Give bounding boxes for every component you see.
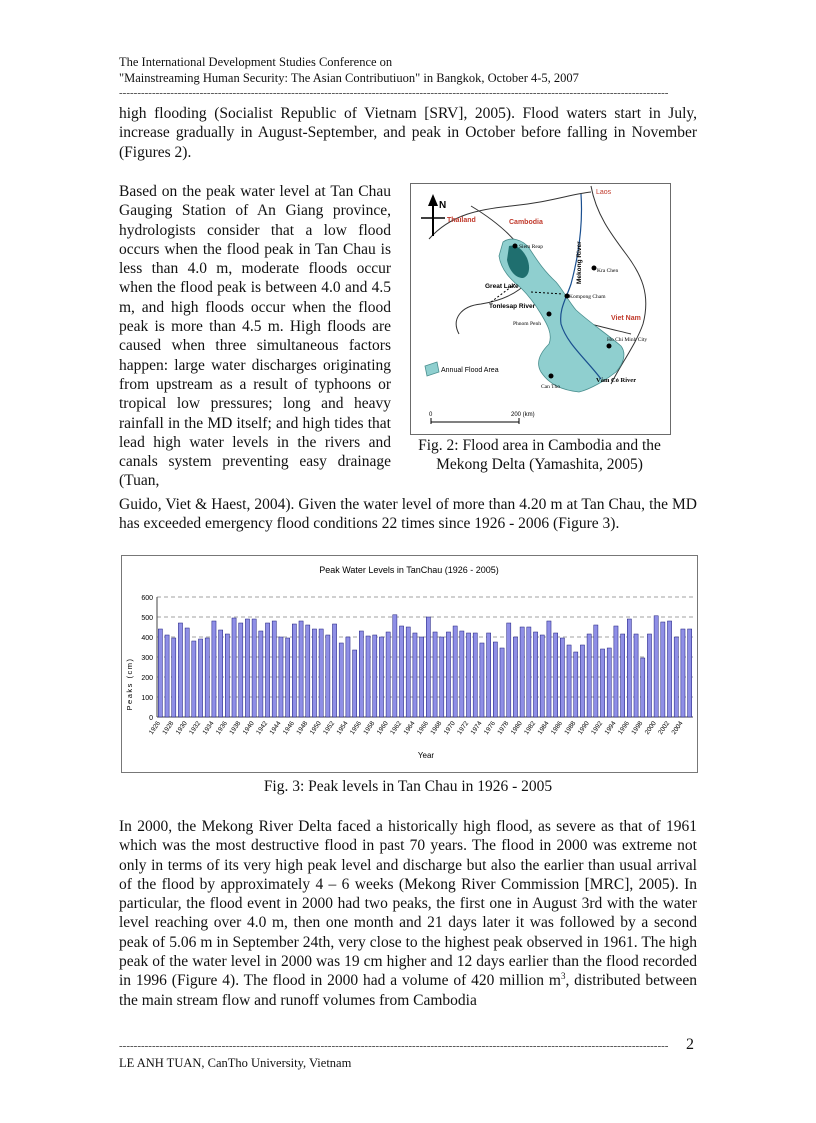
bar-2005 (688, 629, 692, 717)
paragraph-3 (119, 817, 697, 1010)
map-label-thailand: Thailand (447, 217, 476, 224)
bar-1933 (205, 638, 209, 717)
bar-1957 (366, 636, 370, 717)
bar-1981 (527, 627, 531, 717)
bar-1992 (600, 649, 604, 717)
x-tick-label: 1962 (389, 720, 404, 736)
bar-1977 (500, 648, 504, 717)
x-tick-label: 1980 (509, 720, 524, 736)
x-tick-label: 1942 (255, 720, 270, 736)
map-label-cambodia: Cambodia (509, 219, 543, 226)
bar-1973 (473, 633, 477, 717)
x-tick-label: 1932 (188, 720, 203, 736)
bar-1993 (607, 648, 611, 717)
map-label-scale-200: 200 (km) (511, 412, 535, 418)
bar-1945 (286, 638, 290, 717)
bar-1949 (312, 629, 316, 717)
chart-y-label: Peaks (cm) (125, 657, 134, 711)
bar-1938 (239, 623, 243, 717)
bar-1999 (647, 634, 651, 717)
x-tick-label: 1968 (429, 720, 444, 736)
map-label-hcmc: Ho Chi Minh City (607, 337, 648, 343)
map-label-siem-reap: Siem Reap (519, 244, 543, 250)
bar-1988 (574, 652, 578, 717)
bar-1950 (319, 629, 323, 717)
bar-1958 (373, 635, 377, 717)
x-tick-label: 1998 (630, 720, 645, 736)
map-label-scale-0: 0 (429, 412, 433, 418)
city-dot (607, 344, 612, 349)
header-rule: ------------------------------------------------------------------------------------------------------------------------------------------------------ (119, 88, 669, 98)
bar-1989 (580, 645, 584, 717)
bar-1998 (641, 658, 645, 717)
city-dot (547, 312, 552, 317)
page-number: 2 (686, 1036, 694, 1053)
bar-1928 (172, 638, 176, 717)
x-tick-label: 1928 (161, 720, 176, 736)
bar-1976 (493, 642, 497, 717)
bar-1953 (339, 643, 343, 717)
figure-2-map (410, 183, 671, 435)
bar-1980 (520, 627, 524, 717)
bar-1937 (232, 618, 236, 717)
bar-1951 (326, 635, 330, 717)
x-tick-label: 1952 (322, 720, 337, 736)
x-tick-label: 1926 (147, 720, 162, 736)
bar-1954 (346, 637, 350, 717)
map-label-vietnam: Viet Nam (611, 315, 641, 322)
bar-1968 (440, 637, 444, 717)
x-tick-label: 1944 (268, 720, 283, 736)
y-tick-label: 400 (141, 635, 153, 642)
bar-1996 (627, 619, 631, 717)
bar-1962 (399, 626, 403, 717)
bar-1979 (513, 637, 517, 717)
bar-1960 (386, 632, 390, 717)
bar-1975 (487, 633, 491, 717)
flood-map-graphic (411, 184, 670, 434)
border-line (429, 192, 591, 239)
bar-1952 (332, 624, 336, 717)
y-tick-label: 300 (141, 655, 153, 662)
bar-1940 (252, 619, 256, 717)
x-tick-label: 1938 (228, 720, 243, 736)
chart-bars (158, 615, 691, 717)
bar-1935 (219, 630, 223, 717)
bar-1966 (426, 617, 430, 717)
x-tick-label: 1990 (576, 720, 591, 736)
x-tick-label: 1982 (523, 720, 538, 736)
x-tick-label: 1946 (281, 720, 296, 736)
bar-1974 (480, 643, 484, 717)
x-tick-label: 1972 (456, 720, 471, 736)
peak-levels-chart (122, 556, 697, 772)
map-label-north: N (439, 200, 447, 211)
x-tick-label: 1940 (241, 720, 256, 736)
bar-2001 (661, 622, 665, 717)
x-tick-label: 1970 (442, 720, 457, 736)
footer-author: LE ANH TUAN, CanTho University, Vietnam (119, 1056, 352, 1070)
x-tick-label: 1984 (536, 720, 551, 736)
figure-3-caption: Fig. 3: Peak levels in Tan Chau in 1926 - 2005 (263, 778, 553, 795)
y-tick-label: 100 (141, 695, 153, 702)
bar-2003 (674, 637, 678, 717)
bar-1939 (245, 619, 249, 717)
chart-y-ticks (141, 595, 153, 722)
bar-1929 (178, 623, 182, 717)
x-tick-label: 2000 (643, 720, 658, 736)
bar-1934 (212, 621, 216, 717)
bar-1986 (560, 638, 564, 717)
map-label-can-tho: Can Tho (541, 384, 560, 390)
paragraph-3-tail: , distributed between the main stream flow and runoff volumes from Cambodia (119, 972, 697, 1009)
chart-x-ticks (148, 720, 685, 736)
bar-1984 (547, 621, 551, 717)
x-tick-label: 1954 (335, 720, 350, 736)
bar-1930 (185, 628, 189, 717)
bar-1967 (433, 632, 437, 717)
y-tick-label: 500 (141, 615, 153, 622)
bar-1990 (587, 634, 591, 717)
bar-1942 (265, 623, 269, 717)
bar-1955 (353, 650, 357, 717)
x-tick-label: 1974 (469, 720, 484, 736)
x-tick-label: 1956 (348, 720, 363, 736)
y-tick-label: 200 (141, 675, 153, 682)
bar-1997 (634, 634, 638, 717)
north-arrow-icon (428, 194, 438, 206)
x-tick-label: 1930 (174, 720, 189, 736)
x-tick-label: 1934 (201, 720, 216, 736)
map-label-great-lake: Great Lake (485, 283, 519, 290)
paragraph-2-continued: Guido, Viet & Haest, 2004). Given the water level of more than 4.20 m at Tan Chau, the MD has exceeded emergency flood conditions 22 times since 1926 - 2006 (Figure 3). (119, 496, 697, 533)
bar-1983 (540, 635, 544, 717)
header-line-1: The International Development Studies Conference on (119, 55, 393, 69)
y-tick-label: 0 (149, 715, 153, 722)
bar-1959 (379, 637, 383, 717)
legend-swatch (425, 362, 439, 376)
map-label-kompong-cham: Kompong Cham (569, 294, 606, 300)
bar-1971 (460, 631, 464, 717)
bar-1982 (533, 632, 537, 717)
bar-1972 (466, 633, 470, 717)
y-tick-label: 600 (141, 595, 153, 602)
bar-1943 (272, 621, 276, 717)
bar-1947 (299, 621, 303, 717)
bar-1932 (198, 639, 202, 717)
map-label-mekong: Mekong River (576, 241, 583, 284)
x-tick-label: 1950 (308, 720, 323, 736)
bar-1927 (165, 635, 169, 717)
bar-1969 (446, 632, 450, 717)
bar-1985 (554, 633, 558, 717)
bar-1944 (279, 637, 283, 717)
x-tick-label: 1986 (549, 720, 564, 736)
bar-1964 (413, 633, 417, 717)
paragraph-2-wrapped: Based on the peak water level at Tan Chau Gauging Station of An Giang province, hydrologists consider that a low flood occurs when the flood peak in Tan Chau is less than 4.0 m, moderate floods occur when the flood peak is between 4.0 and 4.5 m, and high floods occur when the flood peak is more than 4.5 m. High floods are caused when three simultaneous factors happen: large water discharges originating from upstream as a result of typhoons or tropical low pressures; long and heavy rainfall in the MD itself; and high tides that lead high water levels in the rivers and canals system preventing easy drainage (Tuan, (119, 183, 391, 490)
bar-1946 (292, 624, 296, 717)
bar-2004 (681, 629, 685, 717)
x-tick-label: 1936 (214, 720, 229, 736)
x-tick-label: 1976 (482, 720, 497, 736)
x-tick-label: 1948 (295, 720, 310, 736)
map-label-kra-chen: Kra Chen (597, 268, 619, 274)
bar-1970 (453, 626, 457, 717)
bar-1963 (406, 627, 410, 717)
map-label-vam-co: Vàm Cỏ River (596, 377, 637, 384)
city-dot (592, 266, 597, 271)
x-tick-label: 1988 (563, 720, 578, 736)
x-tick-label: 1994 (603, 720, 618, 736)
x-tick-label: 1966 (415, 720, 430, 736)
paragraph-1: high flooding (Socialist Republic of Vietnam [SRV], 2005). Flood waters start in July, increase gradually in August-September, and peak in October before falling in November (Figures 2). (119, 105, 697, 161)
chart-grid (157, 597, 693, 717)
bar-1926 (158, 629, 162, 717)
bar-1995 (621, 634, 625, 717)
running-header (119, 54, 579, 86)
bar-2002 (667, 621, 671, 717)
map-label-laos: Laos (596, 189, 612, 196)
x-tick-label: 1958 (362, 720, 377, 736)
figure-3-chart (121, 555, 698, 773)
bar-2000 (654, 616, 658, 717)
map-label-annual-flood: Annual Flood Area (441, 367, 499, 374)
x-tick-label: 2004 (670, 720, 685, 736)
x-tick-label: 1992 (590, 720, 605, 736)
bar-1987 (567, 645, 571, 717)
footer-rule: ------------------------------------------------------------------------------------------------------------------------------------------------------ (119, 1041, 669, 1051)
bar-1936 (225, 634, 229, 717)
bar-1956 (359, 631, 363, 717)
bar-1948 (306, 625, 310, 717)
city-dot (549, 374, 554, 379)
city-dot (513, 244, 518, 249)
header-line-2: "Mainstreaming Human Security: The Asian Contributiuon" in Bangkok, October 4-5, 2007 (119, 71, 579, 85)
x-tick-label: 1964 (402, 720, 417, 736)
x-tick-label: 1996 (616, 720, 631, 736)
chart-x-label: Year (417, 751, 435, 760)
x-tick-label: 2002 (657, 720, 672, 736)
chart-title: Peak Water Levels in TanChau (1926 - 2005) (319, 565, 499, 575)
bar-1961 (393, 615, 397, 717)
paragraph-3-text: In 2000, the Mekong River Delta faced a historically high flood, as severe as that of 1961 which was the most destructive flood in past 70 years. The flood in 2000 was extreme not only in terms of its very high peak level and discharge but also the earlier than usual arrival of the flood by approximately 4 – 6 weeks (Mekong River Commission [MRC], 2005). In particular, the flood event in 2000 had two peaks, the first one in August 3rd with the water level reaching over 4.0 m, then one month and 21 days later it was followed by a second peak of 5.06 m in September 24th, very close to the highest peak observed in 1961. The high peak of the water level in 2000 was 19 cm higher and 12 days earlier than the flood recorded in 1996 (Figure 4). The flood in 2000 had a volume of 420 million m (119, 818, 697, 990)
bar-1931 (192, 641, 196, 717)
bar-1991 (594, 625, 598, 717)
map-label-phnom-penh: Phnom Penh (513, 321, 541, 327)
bar-1994 (614, 626, 618, 717)
figure-2-caption: Fig. 2: Flood area in Cambodia and the Mekong Delta (Yamashita, 2005) (418, 437, 661, 474)
bar-1941 (259, 631, 263, 717)
superscript-3: 3 (560, 971, 566, 982)
bar-1965 (420, 637, 424, 717)
x-tick-label: 1960 (375, 720, 390, 736)
map-label-tonlesap: Tonlesap River (489, 303, 536, 310)
x-tick-label: 1978 (496, 720, 511, 736)
bar-1978 (507, 623, 511, 717)
